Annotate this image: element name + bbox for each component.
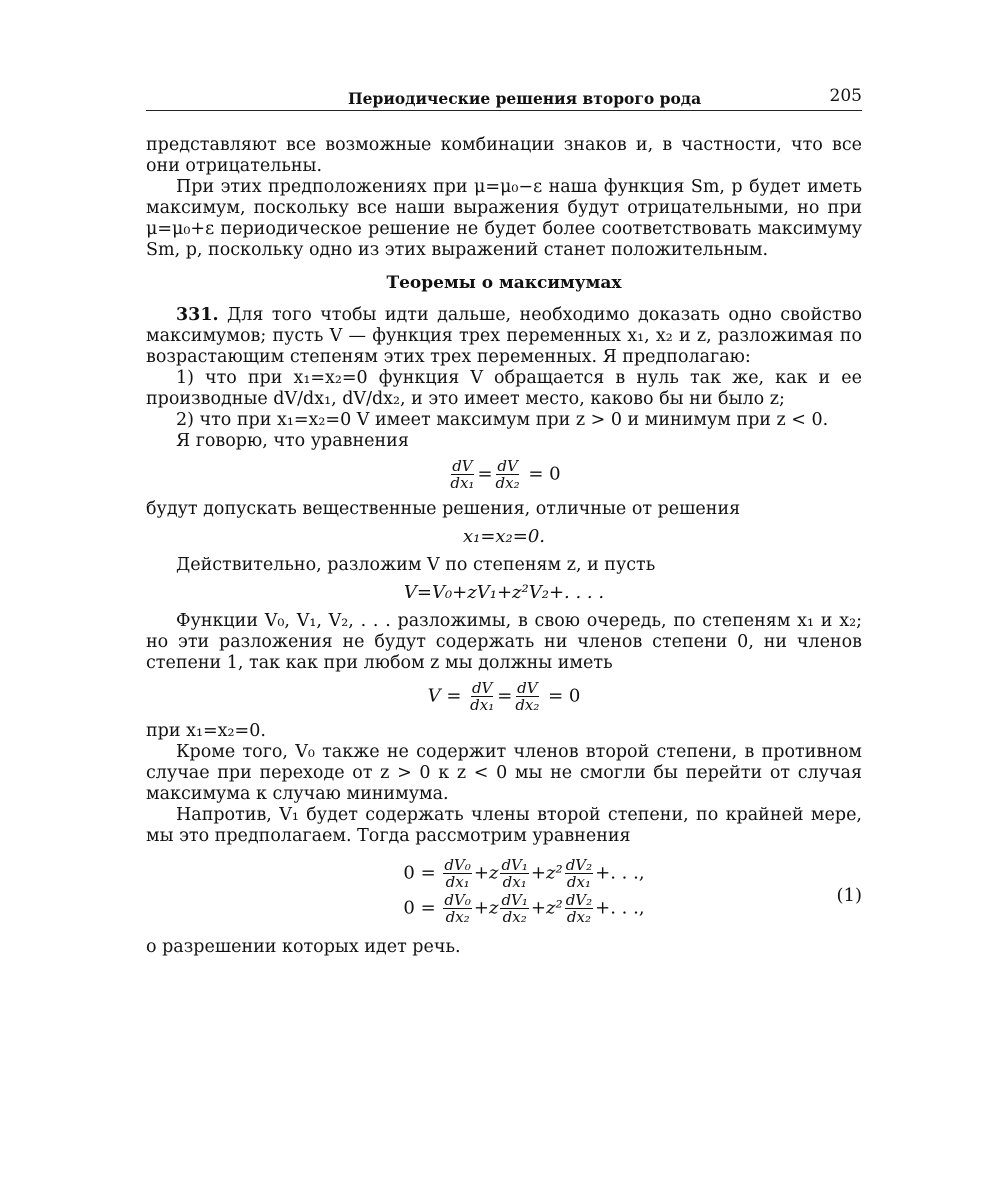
section-title: Теоремы о максимумах <box>386 273 622 293</box>
equation-system <box>146 857 862 925</box>
frac-num: dV <box>517 679 538 697</box>
equation-1-tail: = 0 <box>528 463 561 485</box>
frac-num: dV <box>471 679 493 697</box>
equation-number: (1) <box>836 885 862 906</box>
equation-4-head: V = <box>427 685 462 707</box>
paragraph-moreover: Кроме того, V₀ также не содержит членов второй степени, в противном случае при переходе от z > 0 к z < 0 мы не смогли бы перейти от случая максимума к случаю минимума. <box>146 742 862 804</box>
paragraph-331 <box>146 305 862 368</box>
paragraph-functions: Функции V₀, V₁, V₂, . . . разложимы, в свою очередь, по степеням x₁ и x₂; но эти разложения не будут содержать ни членов степени 0, ни членов степени 1, так как при любом z мы должны иметь <box>146 611 862 673</box>
frac-num: dV <box>497 457 518 475</box>
frac-den: dx₂ <box>495 474 520 492</box>
paragraph-solutions: будут допускать вещественные решения, отличные от решения <box>146 499 741 519</box>
page-number: 205 <box>829 86 862 106</box>
paragraph-condition-1: 1) что при x₁=x₂=0 функция V обращается в нуль так же, как и ее производные dV/dx₁, dV/dx₂, и это имеет место, каково бы ни было z; <box>146 368 862 409</box>
paragraph-331-text: Для того чтобы идти дальше, необходимо доказать одно свойство максимумов; пусть V — функция трех переменных x₁, x₂ и z, разложимая по возрастающим степеням этих трех переменных. Я предполагаю: <box>146 305 862 367</box>
paragraph-conversely: Напротив, V₁ будет содержать члены второй степени, по крайней мере, мы это предполагаем. Тогда рассмотрим уравнения <box>146 805 862 846</box>
frac-den: dx₁ <box>470 696 495 714</box>
paragraph-final: о разрешении которых идет речь. <box>146 937 461 957</box>
paragraph-2: При этих предположениях при μ=μ₀−ε наша функция Sm, p будет иметь максимум, поскольку все наши выражения будут отрицательными, но при μ=μ₀+ε периодическое решение не будет более соответствовать максимуму Sm, p, поскольку одно из этих выражений станет положительным. <box>146 177 862 260</box>
paragraph-1: представляют все возможные комбинации знаков и, в частности, что все они отрицательны. <box>146 135 862 176</box>
paragraph-at: при x₁=x₂=0. <box>146 721 266 741</box>
frac-den: dx₂ <box>515 696 540 714</box>
equation-4-tail: = 0 <box>548 685 581 707</box>
paragraph-expand: Действительно, разложим V по степеням z, и пусть <box>176 555 656 575</box>
frac-num: dV <box>452 457 473 475</box>
equation-system-row-2: 0 = $\frac{\text{dV₀}}{\text{dx₂}}$ +z $\frac{\text{dV₁}}{\text{dx₂}}$ +z² $\frac{\text{dV₂}}{\text{dx₂}}$ +. . ., <box>403 891 645 926</box>
page <box>146 86 862 958</box>
equation-2: x₁=x₂=0. <box>462 526 546 547</box>
paragraph-condition-2: 2) что при x₁=x₂=0 V имеет максимум при z > 0 и минимум при z < 0. <box>176 410 829 430</box>
frac-den: dx₁ <box>450 474 475 492</box>
running-title: Периодические решения второго рода <box>348 89 702 108</box>
page-header <box>146 86 862 111</box>
equation-system-row-1: 0 = $\frac{\text{dV₀}}{\text{dx₁}}$ +z $\frac{\text{dV₁}}{\text{dx₁}}$ +z² $\frac{\text{dV₂}}{\text{dx₁}}$ +. . ., <box>403 856 645 891</box>
equation-1: $\frac{dV}{\text{dx₁}}$ = $\frac{dV}{\text{dx₂}}$ = 0 <box>450 457 561 492</box>
equation-3: V=V₀+zV₁+z²V₂+. . . . <box>403 582 605 603</box>
equation-4: V = $\frac{dV}{\text{dx₁}}$ = $\frac{dV}{\text{dx₂}}$ = 0 <box>427 679 581 714</box>
section-number: 331. <box>176 305 219 325</box>
paragraph-claim: Я говорю, что уравнения <box>176 431 409 451</box>
